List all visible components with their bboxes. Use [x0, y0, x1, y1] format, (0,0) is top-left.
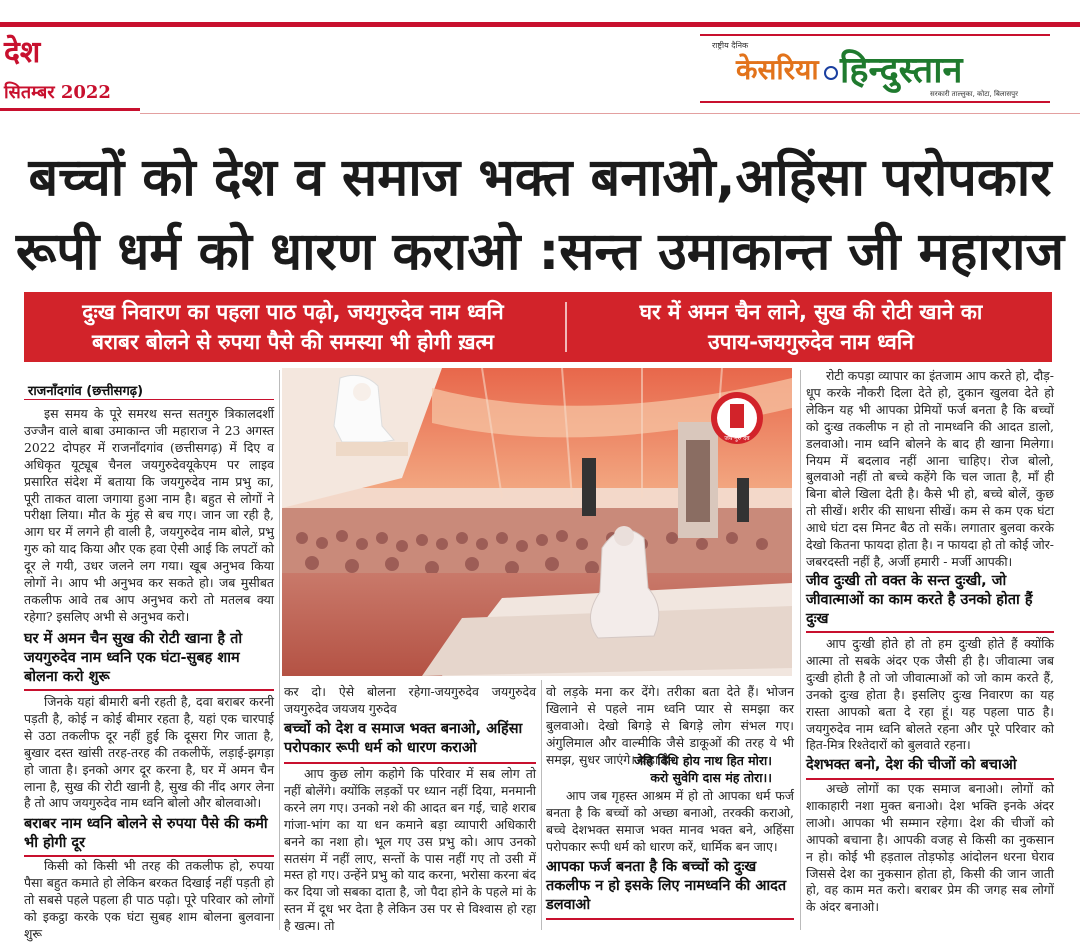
- banner-right: [576, 297, 1046, 357]
- header-rule-left: [0, 108, 140, 111]
- column1-subhead-1: घर में अमन चैन सुख की रोटी खाना है तो जयगुरुदेव नाम ध्वनि एक घंटा-सुबह शाम बोलना करो शुरू: [24, 630, 274, 691]
- column2-subhead: बच्चों को देश व समाज भक्त बनाओ, अहिंसा परोपकार रूपी धर्म को धारण कराओ: [284, 720, 536, 764]
- column3-subhead: आपका फर्ज बनता है कि बच्चों को दुःख तकलीफ न हो इसके लिए नामध्वनि की आदत डलवाओ: [546, 858, 794, 920]
- column4-para-3: अच्छे लोगों का एक समाज बनाओ। लोगों को शाकाहारी नशा मुक्त बनाओ। देश भक्ति इनके अंदर लाओ। आपका भी सम्मान रहेगा। देश की चीजों को आपको बचाना है। आपकी वजह से किसी का नुकसान न हो। कोई भी हड़ताल तोड़फोड़ आंदोलन धरना घेराव जिससे देश का नुकसान होता हो, किसी की जान जाती हो, वह काम मत करो। बराबर प्रेम की जगह सब लोगों के अंदर बनाओ।: [806, 781, 1054, 915]
- column-rule: [279, 370, 280, 930]
- headline-line-1: बच्चों को देश व समाज भक्त बनाओ,अहिंसा परोपकार: [28, 148, 1052, 208]
- banner-divider: [565, 302, 567, 352]
- doha-line-1: जेहि विधि होय नाथ हित मोरा।: [633, 753, 772, 768]
- column1-para-2: जिनके यहां बीमारी बनी रहती है, दवा बराबर करनी पड़ती है, कोई न कोई बीमार रहता है, यहां एक चारपाई से उठा तकलीफ दूर नहीं हुई कि दूसरा गिर जाता है, बुखार दस्त खांसी तरह-तरह की तकलीफें, लड़ाई-झगड़ा हो जाता है। इनको अगर दूर करना है, घर में अमन चैन लाना है, सुख की रोटी खानी है, सुख की नींद अगर लेना है तो आप जयगुरुदेव नाम ध्वनि बोलो और बोलवाओ।: [24, 694, 274, 811]
- edition-date: सितम्बर 2022: [4, 82, 111, 103]
- column3-para-2: आप जब गृहस्त आश्रम में हो तो आपका धर्म फर्ज बनता है कि बच्चों को अच्छा बनाओ, तरक्की कराओ, बच्चे देशभक्त समाज भक्त मानव भक्त बने, अहिंसा परोपकार रूपी धर्म को धारण करें, धार्मिक बन जाए।: [546, 788, 794, 854]
- dateline-rule: [24, 399, 274, 400]
- column1-para-3: किसी को किसी भी तरह की तकलीफ हो, रुपया पैसा बहुत कमाते हो लेकिन बरकत दिखाई नहीं पड़ती हो तो सबसे पहले पहला ही पाठ पढ़ो। पूरे परिवार को लोगों को इकट्ठा करके एक घंटा सुबह शाम बोलना बुलवाना शुरू: [24, 858, 274, 941]
- banner-left-line-2: बराबर बोलने से रुपया पैसे की समस्या भी होगी ख़त्म: [92, 330, 494, 354]
- banner-left-line-1: दुःख निवारण का पहला पाठ पढ़ो, जयगुरुदेव नाम ध्वनि: [82, 300, 504, 324]
- masthead-subtitle: सरकारी ताल्लुका, कोटा, बिलासपुर: [930, 90, 1018, 98]
- dateline: राजनाँदगांव (छत्तीसगढ़): [28, 384, 144, 399]
- column1-subhead-2: बराबर नाम ध्वनि बोलने से रुपया पैसे की कमी भी होगी दूर: [24, 815, 274, 857]
- section-label: देश: [4, 35, 41, 70]
- subheadline-banner: [24, 292, 1052, 362]
- emblem-text: जय गुरु देव: [724, 435, 750, 442]
- column3-para-1: वो लड़के मना कर देंगे। तरीका बता देते हैं। भोजन खिलाने से पहले नाम ध्वनि प्यार से समझा कर बुलवाओ। देखो बिगड़े से बिगड़े लोग संभल गए। अंगुलिमाल और वाल्मीकि जैसे डाकूओं की तरह ये भी समझ, सुधर जाएंगे। कहा है-: [546, 684, 794, 767]
- column4-subhead-2: देशभक्त बनो, देश की चीजों को बचाओ: [806, 756, 1054, 780]
- headline-line-2: रूपी धर्म को धारण कराओ :सन्त उमाकान्त जी महाराज: [15, 222, 1065, 282]
- column-rule-2: [541, 680, 542, 930]
- chakra-icon: [824, 66, 838, 80]
- masthead-logo: [700, 38, 1050, 100]
- column1-para-1: इस समय के पूरे समरथ सन्त सतगुरु त्रिकालदर्शी उज्जैन वाले बाबा उमाकान्त जी महाराज ने 23 अगस्त 2022 दोपहर में राजनाँदगांव (छत्तीसगढ़) में दिए व अधिकृत यूट्यूब चैनल जयगुरुदेवयूकेएम पर लाइव प्रसारित संदेश में बताया कि जयगुरुदेव नाम प्रभु का, पूरी ताकत वाला जगाया हुआ नाम है। बहुत से लोगों ने परीक्षा लिया। मौत के मुंह से बच गए। जान जा रही है, आग घर में लगने ही वाली है, जयगुरुदेव नाम बोले, प्रभु गुरु को याद किया और एक हवा ऐसी आई कि लपटों को दूर ले गयी, उधर जलने लग गया। खूब अनुभव किया लोगों ने। आप भी अनुभव कर सकते हो। जब मुसीबत तकलीफ आवे तब आप अनुभव करो तो मतलब क्या रहेगा? इसलिए अभी से अनुभव करो।: [24, 406, 274, 624]
- event-photo: [282, 368, 792, 676]
- masthead-tagline: राष्ट्रीय दैनिक: [712, 41, 749, 50]
- masthead-rule-bottom: [700, 101, 1050, 103]
- column4-para-2: आप दुःखी होते हो तो हम दुःखी होते हैं क्योंकि आत्मा तो सबके अंदर एक जैसी ही है। जीवात्मा जब दुःखी होती है तो जो जीवात्माओं को जो काम करते हैं, उनको दुःख होता है। इसलिए दुःख निवारण का यह रास्ता आपको बता दे रहा हूं। यह पहला पाठ है। जयगुरुदेव नाम ध्वनि बोलते रहना और पूरे परिवार को हित-मित्र रिश्तेदारों को बुलवाते रहना।: [806, 636, 1054, 753]
- doha-line-2: करो सुवेगि दास मंह तोरा।।: [650, 770, 772, 785]
- satsang-photo-illustration: [282, 368, 792, 676]
- header-rule: [140, 113, 1080, 114]
- masthead-rule-top: [700, 34, 1050, 36]
- banner-right-line-1: घर में अमन चैन लाने, सुख की रोटी खाने का: [639, 300, 983, 324]
- column2-para-1: कर दो। ऐसे बोलना रहेगा-जयगुरुदेव जयगुरुदेव जयगुरुदेव जयजय गुरुदेव: [284, 684, 536, 716]
- column4-para-1: रोटी कपड़ा व्यापार का इंतजाम आप करते हो, दौड़-धूप करके नौकरी दिला देते हो, दुकान खुलवा देते हो लेकिन यह भी आपका प्रेमियों फर्ज बनता है कि बच्चों को दुःख तकलीफ न हो तो नामध्वनि की आदत डालो, डलवाओ। नाम ध्वनि बोलने के बाद ही खाना मिलेगा। नियम में बदलाव नहीं आना चाहिए। रोज बोलो, बुलवाओ नहीं तो बच्चे कहेंगे कि चल जाता है, माँ ही बिना बोले खिला देती है। कैसे भी हो, बच्चे बोलें, कुछ तो सीखें। शरीर की साधना सीखें। कम से कम एक घंटा आधे घंटा दस मिनट बैठ तो सकें। लगातार बुलवा करके देखो कितना फायदा होता है। न फायदा हो तो कोई जोर-जबरदस्ती नहीं है, अर्जी हमारी - मर्जी आपकी।: [806, 368, 1054, 569]
- top-red-bar: [0, 22, 1080, 27]
- masthead-hindustan: हिन्दुस्तान: [840, 49, 963, 91]
- banner-left: [28, 297, 558, 357]
- column-rule-3: [800, 370, 801, 930]
- masthead-kesariya: केसरिया: [736, 53, 819, 86]
- column2-para-2: आप कुछ लोग कहोगे कि परिवार में सब लोग तो नहीं बोलेंगे। क्योंकि लड़कों पर ध्यान नहीं दिया, मनमानी करने लग गए। उनको नशे की आदत बन गई, चाहे शराब गांजा-भांग का या धन कमाने बड़ा व्यापारी अधिकारी बनने का नशा हो। भूल गए उस प्रभु को। आप उनको सतसंग में नहीं लाए, सन्तों के पास नहीं गए तो उसी में मस्त हो गए। उन्हेंने प्रभु को याद करना, भरोसा करना बंद कर दिया जो सबका दाता है, जो पैदा होने के पहले मां के स्तन में दूध भर देता है लेकिन उस पर से विश्वास हो रहा है खत्म। तो: [284, 766, 536, 934]
- banner-right-line-2: उपाय-जयगुरुदेव नाम ध्वनि: [708, 330, 914, 354]
- column4-subhead-1: जीव दुःखी तो वक्त के सन्त दुःखी, जो जीवात्माओं का काम करते है उनको होता हैं दुःख: [806, 572, 1054, 633]
